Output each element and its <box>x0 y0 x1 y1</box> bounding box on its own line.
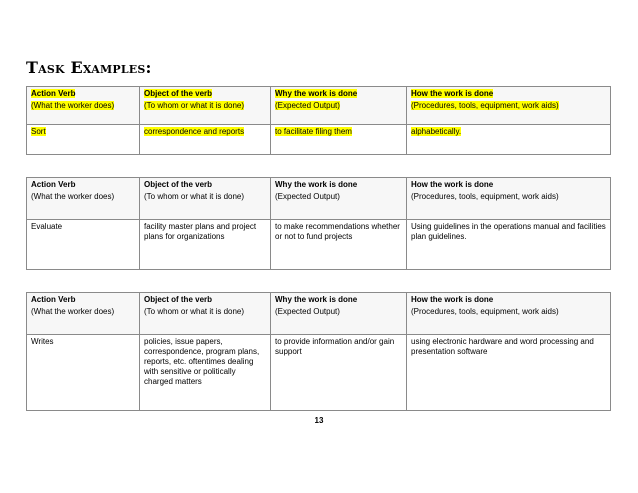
cell-action: Writes <box>27 335 140 411</box>
header-label: Action Verb <box>31 89 76 98</box>
table-row <box>27 220 611 270</box>
header-object <box>140 87 271 125</box>
header-sublabel: (To whom or what it is done) <box>144 101 245 110</box>
header-label: Why the work is done <box>275 89 358 98</box>
task-table-1 <box>26 86 611 155</box>
header-how <box>407 87 611 125</box>
cell-how: alphabetically. <box>407 125 611 155</box>
cell-why: to provide information and/or gain support <box>271 335 407 411</box>
cell-object: policies, issue papers, correspondence, program plans, reports, etc. oftentimes dealing with sensitive or politically charged matters <box>140 335 271 411</box>
header-how: How the work is done (Procedures, tools, equipment, work aids) <box>407 178 611 220</box>
header-how: How the work is done (Procedures, tools, equipment, work aids) <box>407 293 611 335</box>
header-action-verb: Action Verb (What the worker does) <box>27 293 140 335</box>
cell-object: facility master plans and project plans for organizations <box>140 220 271 270</box>
cell-how: using electronic hardware and word processing and presentation software <box>407 335 611 411</box>
header-sublabel: (What the worker does) <box>31 101 115 110</box>
cell-why: to facilitate filing them <box>271 125 407 155</box>
header-label: Object of the verb <box>144 89 213 98</box>
cell-how: Using guidelines in the operations manual and facilities plan guidelines. <box>407 220 611 270</box>
table-header-row <box>27 87 611 125</box>
header-sublabel: (Procedures, tools, equipment, work aids) <box>411 101 559 110</box>
header-object: Object of the verb (To whom or what it is done) <box>140 178 271 220</box>
header-why: Why the work is done (Expected Output) <box>271 293 407 335</box>
header-label: How the work is done <box>411 89 494 98</box>
page-number: 13 <box>314 416 324 425</box>
table-row <box>27 335 611 411</box>
cell-action: Sort <box>27 125 140 155</box>
table-row <box>27 125 611 155</box>
header-why: Why the work is done (Expected Output) <box>271 178 407 220</box>
cell-object: correspondence and reports <box>140 125 271 155</box>
header-object: Object of the verb (To whom or what it is done) <box>140 293 271 335</box>
cell-why: to make recommendations whether or not to fund projects <box>271 220 407 270</box>
table-header-row <box>27 293 611 335</box>
table-header-row <box>27 178 611 220</box>
header-sublabel: (Expected Output) <box>275 101 340 110</box>
header-action-verb <box>27 87 140 125</box>
task-table-2 <box>26 177 611 270</box>
page-title: Task Examples: <box>26 58 152 77</box>
cell-action: Evaluate <box>27 220 140 270</box>
header-why <box>271 87 407 125</box>
header-action-verb: Action Verb (What the worker does) <box>27 178 140 220</box>
task-table-3 <box>26 292 611 411</box>
